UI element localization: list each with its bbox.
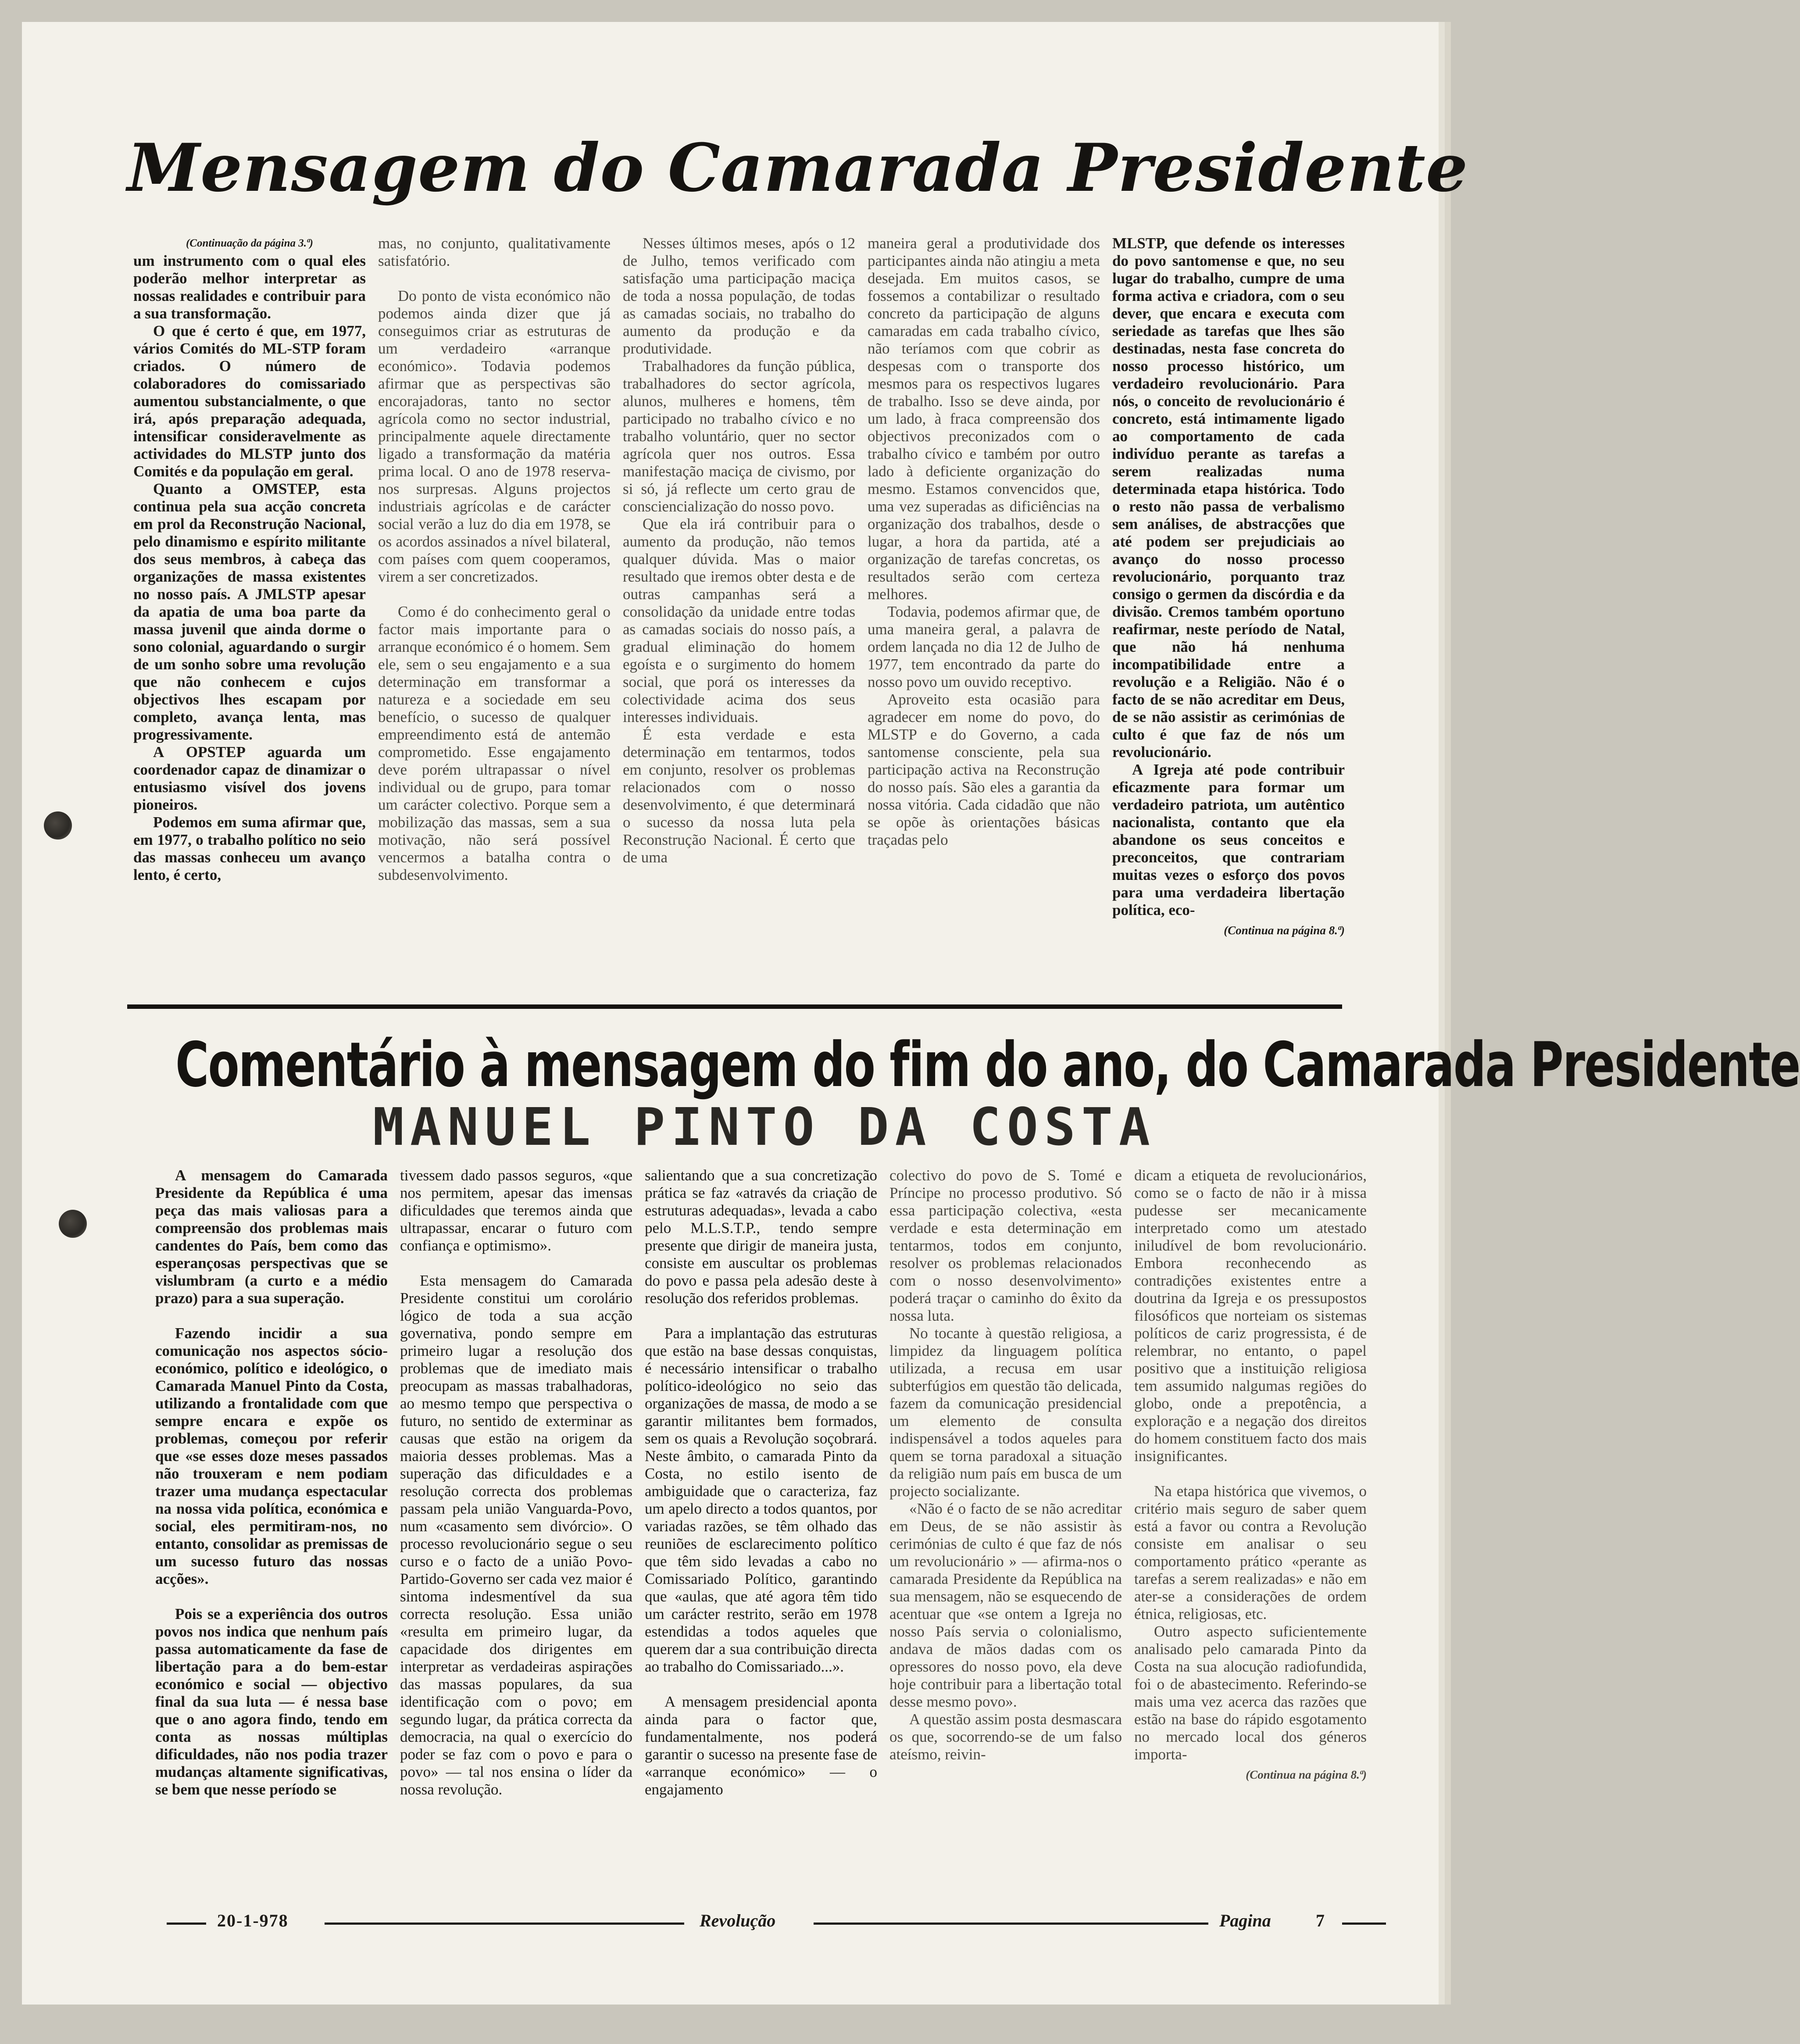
paragraph: tivessem dado passos seguros, «que nos permitem, apesar das imensas dificuldades que teremos ainda que ultrapassar, encarar o futuro com confiança e optimismo». <box>400 1167 632 1254</box>
paragraph: Todavia, podemos afirmar que, de uma maneira geral, a palavra de ordem lançada no dia 12 de Julho de 1977, tem encontrado da parte do nosso povo um ouvido receptivo. <box>868 603 1100 690</box>
section-divider <box>127 1004 1342 1009</box>
continued-from-note: (Continuação da página 3.ª) <box>186 237 314 249</box>
paragraph: A mensagem do Camarada Presidente da República é uma peça das mais valiosas para a compreensão dos problemas mais candentes do País, bem como das esperançosas perspectivas que se vislumbram (a curto e a médio prazo) para a sua superação. <box>155 1167 388 1307</box>
paragraph: Do ponto de vista económico não podemos ainda dizer que já conseguimos criar as estruturas de um verdadeiro «arranque económico». Todavia podemos afirmar que as perspectivas são encorajadoras, tanto no sector agrícola como no sector industrial, principalmente aquele directamente ligado a transformação da matéria prima local. O ano de 1978 reserva-nos surpresas. Alguns projectos industriais agrícolas e de carácter social verão a luz do dia em 1978, se os acordos assinados a nível bilateral, com países com quem cooperamos, virem a ser concretizados. <box>378 287 611 585</box>
masthead: Revolução <box>700 1911 776 1930</box>
issue-date: 20-1-978 <box>217 1911 289 1930</box>
paragraph: Na etapa histórica que vivemos, o critério mais seguro de saber quem está a favor ou contra a Revolução consiste em analisar o seu comportamento prático «perante as tarefas a serem realizadas» e não em ater-se a considerações de ordem étnica, religiosas, etc. <box>1134 1483 1367 1622</box>
paragraph: Para a implantação das estruturas que estão na base dessas conquistas, é necessário intensificar o trabalho político-ideológico no seio das organizações de massa, de modo a se garantir militantes bem formados, sem os quais a Revolução soçobrará. Neste âmbito, o camarada Pinto da Costa, no estilo isento de ambiguidade que o caracteriza, faz um apelo directo a todos quantos, por variadas razões, se têm olhado das reuniões de esclarecimento político que têm sido levadas a cabo no Comissariado Político, garantindo que «aulas, que até agora têm tido um carácter restrito, serão em 1978 estendidas a todos aqueles que querem dar a sua contribuição directa ao trabalho do Comissariado...». <box>645 1325 877 1675</box>
paragraph: É esta verdade e esta determinação em tentarmos, todos em conjunto, resolver os problemas relacionados com o nosso desenvolvimento, é que determinará o sucesso da nossa luta pela Reconstrução Nacional. É certo que de uma <box>623 726 855 866</box>
bottom-column-5 <box>1128 1167 1373 1904</box>
continued-on-note: (Continua na página 8.ª) <box>1246 1768 1367 1781</box>
top-article-headline: Mensagem do Camarada Presidente <box>127 129 1468 207</box>
top-column-2 <box>372 235 617 1002</box>
paragraph: Trabalhadores da função pública, trabalhadores do sector agrícola, alunos, mulheres e homens, têm participado no trabalho cívico e no trabalho voluntário, quer no sector agrícola quer nos outros. Essa manifestação maciça de civismo, por si só, já reflecte um certo grau de consciencialização do nosso povo. <box>623 357 855 515</box>
top-column-4 <box>861 235 1106 1002</box>
footer-rule <box>1342 1923 1386 1925</box>
paragraph: salientando que a sua concretização prática se faz «através da criação de estruturas adequadas», levada a cabo pelo M.L.S.T.P., tendo sempre presente que dirigir de maneira justa, consiste em auscultar os problemas do povo e passa pela adesão deste à resolução dos referidos problemas. <box>645 1167 877 1307</box>
bottom-column-3 <box>639 1167 883 1904</box>
paragraph: dicam a etiqueta de revolucionários, como se o facto de não ir à missa pudesse ser mecanicamente interpretado como um atestado iniludível de bom revolucionário. Embora reconhecendo as contradições existentes entre a doutrina da Igreja e os pressupostos filosóficos que norteiam os sistemas políticos de cariz progressista, é de relembrar, no entanto, o papel positivo que a instituição religiosa tem assumido nalgumas regiões do globo, onde a prepotência, a exploração e a negação dos direitos do homem constituem facto dos mais insignificantes. <box>1134 1167 1367 1465</box>
bottom-column-4 <box>883 1167 1128 1904</box>
newspaper-page <box>22 22 1800 2005</box>
page-number: 7 <box>1316 1911 1325 1930</box>
page-label: Pagina <box>1219 1911 1271 1930</box>
paragraph: maneira geral a produtividade dos participantes ainda não atingiu a meta desejada. Em muitos casos, se fossemos a contabilizar o resultado concreto da participação de alguns camaradas em cada trabalho cívico, não teríamos com que cobrir as despesas com o transporte dos mesmos para os respectivos lugares de trabalho. Isso se deve ainda, por um lado, à fraca compreensão dos objectivos preconizados com o trabalho cívico e também por outro lado à deficiente organização do mesmo. Estamos convencidos que, uma vez superadas as dificiências na organização dos trabalhos, desde o lugar, a hora da partida, até a organização de tarefas concretas, os resultados serão com certeza melhores. <box>868 235 1100 603</box>
paragraph: Esta mensagem do Camarada Presidente constitui um corolário lógico de toda a sua acção governativa, pondo sempre em primeiro lugar a resolução dos problemas que de imediato mais preocupam as massas trabalhadoras, ao mesmo tempo que perspectiva o futuro, no sentido de exterminar as causas que estão na origem da maioria desses problemas. Mas a superação das dificuldades e a resolução correcta dos problemas passam pela união Vanguarda-Povo, num «casamento sem divórcio». O processo revolucionário segue o seu curso e o facto de a união Povo-Partido-Governo ser cada vez maior é sintoma indesmentível da sua correcta resolução. Essa união «resulta em primeiro lugar, da capacidade dos dirigentes em interpretar as verdadeiras aspirações das massas populares, da sua identificação com o povo; em segundo lugar, da prática correcta da democracia, na qual o exercício do poder se faz com o povo e para o povo» — tal nos ensina o líder da nossa revolução. <box>400 1272 632 1798</box>
top-column-5 <box>1106 235 1351 1002</box>
paragraph: mas, no conjunto, qualitativamente satisfatório. <box>378 235 611 269</box>
punch-hole <box>59 1210 87 1238</box>
paragraph: um instrumento com o qual eles poderão melhor interpretar as nossas realidades e contribuir para a sua transformação. <box>133 252 366 322</box>
bottom-article-subtitle: MANUEL PINTO DA COSTA <box>373 1097 1156 1157</box>
top-column-3 <box>617 235 861 1002</box>
paragraph: No tocante à questão religiosa, a limpidez da linguagem política utilizada, a recusa em usar subterfúgios em questão tão delicada, fazem da comunicação presidencial um elemento de consulta indispensável a todos aqueles para quem se torna paradoxal a situação da religião num país em busca de um projecto socializante. <box>889 1325 1122 1500</box>
paragraph: Como é do conhecimento geral o factor mais importante para o arranque económico é o homem. Sem ele, sem o seu engajamento e a sua determinação em transformar a natureza e a sociedade em seu benefício, o sucesso de qualquer empreendimento está de antemão comprometido. Esse engajamento deve porém ultrapassar o nível individual ou de grupo, para tomar um carácter colectivo. Porque sem a mobilização das massas, sem a sua motivação, não será possível vencermos a batalha contra o subdesenvolvimento. <box>378 603 611 883</box>
bottom-article-headline: Comentário à mensagem do fim do ano, do Camarada Presidente <box>175 1029 1800 1101</box>
top-column-1 <box>127 235 372 1002</box>
paragraph: Aproveito esta ocasião para agradecer em nome do povo, do MLSTP e do Governo, a cada santomense consciente, pela sua participação activa na Reconstrução do nosso país. São eles a garantia da nossa vitória. Cada cidadão que não se opõe às orientações básicas traçadas pelo <box>868 691 1100 848</box>
paragraph: Quanto a OMSTEP, esta continua pela sua acção concreta em prol da Reconstrução Nacional, pelo dinamismo e espírito militante dos seus membros, à cabeça das organizações de massa existentes no nosso país. A JMLSTP apesar da apatia de uma boa parte da massa juvenil que ainda dorme o sono colonial, aguardando o surgir de um sonho sobre uma revolução que não conhecem e cujos objectivos lhes escapam por completo, avança lenta, mas progressivamente. <box>133 480 366 743</box>
paragraph: Podemos em suma afirmar que, em 1977, o trabalho político no seio das massas conheceu um avanço lento, é certo, <box>133 814 366 883</box>
footer-rule <box>325 1923 684 1925</box>
footer-rule <box>814 1923 1208 1925</box>
top-article-body <box>127 235 1351 1002</box>
paragraph: colectivo do povo de S. Tomé e Príncipe no processo produtivo. Só essa participação colectiva, «esta verdade e esta determinação em tentarmos, todos em conjunto, resolver os problemas relacionados com o nosso desenvolvimento» poderá traçar o caminho do êxito da nossa luta. <box>889 1167 1122 1324</box>
paragraph: «Não é o facto de se não acreditar em Deus, de se não assistir às cerimónias de culto é que faz de nós um revolucionário » — afirma-nos o camarada Presidente da República na sua mensagem, não se esquecendo de acentuar que «se ontem a Igreja no nosso País servia o colonialismo, andava de mãos dadas com os opressores do nosso povo, ela deve hoje contribuir para a libertação total desse mesmo povo». <box>889 1500 1122 1710</box>
paragraph: Outro aspecto suficientemente analisado pelo camarada Pinto da Costa na sua alocução radiofundida, foi o de abastecimento. Referindo-se mais uma vez acerca das razões que estão na base do rápido esgotamento no mercado local dos géneros importa- <box>1134 1623 1367 1763</box>
bottom-article-body <box>149 1167 1373 1904</box>
paragraph: A mensagem presidencial aponta ainda para o factor que, fundamentalmente, nos poderá garantir o sucesso na presente fase de «arranque económico» — o engajamento <box>645 1693 877 1798</box>
paragraph: Nesses últimos meses, após o 12 de Julho, temos verificado com satisfação uma participação maciça de toda a nossa população, de todas as camadas sociais, no trabalho do aumento da produção e da produtividade. <box>623 235 855 357</box>
paragraph: O que é certo é que, em 1977, vários Comités do ML-STP foram criados. O número de colaboradores do comissariado aumentou substancialmente, o que irá, após preparação adequada, intensificar consideravelmente as actividades do MLSTP junto dos Comités e da população em geral. <box>133 322 366 480</box>
bottom-column-1 <box>149 1167 394 1904</box>
punch-hole <box>44 811 72 840</box>
paragraph: A questão assim posta desmascara os que, socorrendo-se de um falso ateísmo, reivin- <box>889 1711 1122 1763</box>
paragraph: Que ela irá contribuir para o aumento da produção, não temos qualquer dúvida. Mas o maior resultado que iremos obter desta e de outras campanhas será a consolidação da unidade entre todas as camadas sociais do nosso país, a gradual eliminação do homem egoísta e o surgimento do homem social, que porá os interesses da colectividade acima dos seus interesses individuais. <box>623 515 855 725</box>
page-footer <box>167 1910 1395 1937</box>
bottom-column-2 <box>394 1167 639 1904</box>
continued-on-note: (Continua na página 8.ª) <box>1224 924 1345 937</box>
paragraph: A Igreja até pode contribuir eficazmente para formar um verdadeiro patriota, um autêntico nacionalista, contanto que ela abandone os seus conceitos e preconceitos, que contrariam muitas vezes o esforço dos povos para uma verdadeira libertação política, eco- <box>1112 761 1345 918</box>
footer-rule <box>167 1923 206 1925</box>
paragraph: MLSTP, que defende os interesses do povo santomense e que, no seu lugar do trabalho, cumpre de uma forma activa e criadora, com o seu dever, que encara e executa com seriedade as tarefas que lhes são destinadas, nesta fase concreta do nosso processo histórico, um verdadeiro revolucionário. Para nós, o conceito de revolucionário é concreto, está intimamente ligado ao comportamento de cada indivíduo perante as tarefas a serem realizadas numa determinada etapa histórica. Todo o resto não passa de verbalismo sem análises, de abstracções que até podem ser prejudiciais ao avanço do nosso processo revolucionário, porquanto traz consigo o germen da discórdia e da divisão. Cremos também oportuno reafirmar, neste período de Natal, que não há nenhuma incompatibilidade entre a revolução e a Religião. Não é o facto de se não acreditar em Deus, de se não assistir as cerimónias de culto é que faz de nós um revolucionário. <box>1112 235 1345 761</box>
paragraph: Fazendo incidir a sua comunicação nos aspectos sócio-económico, político e ideológico, o Camarada Manuel Pinto da Costa, utilizando a frontalidade com que sempre encara e expõe os problemas, começou por referir que «se esses doze meses passados não trouxeram e nem podiam trazer uma mudança espectacular na nossa vida política, económica e social, eles permitiram-nos, no entanto, consolidar as premissas de um sucesso futuro das nossas acções». <box>155 1325 388 1587</box>
paragraph: Pois se a experiência dos outros povos nos indica que nenhum país passa automaticamente da fase de libertação para a do bem-estar económico e social — objectivo final da sua luta — é nessa base que o ano agora findo, tendo em conta as nossas múltiplas dificuldades, não nos podia trazer mudanças altamente significativas, se bem que nesse período se <box>155 1605 388 1798</box>
paragraph: A OPSTEP aguarda um coordenador capaz de dinamizar o entusiasmo visível dos jovens pioneiros. <box>133 743 366 813</box>
